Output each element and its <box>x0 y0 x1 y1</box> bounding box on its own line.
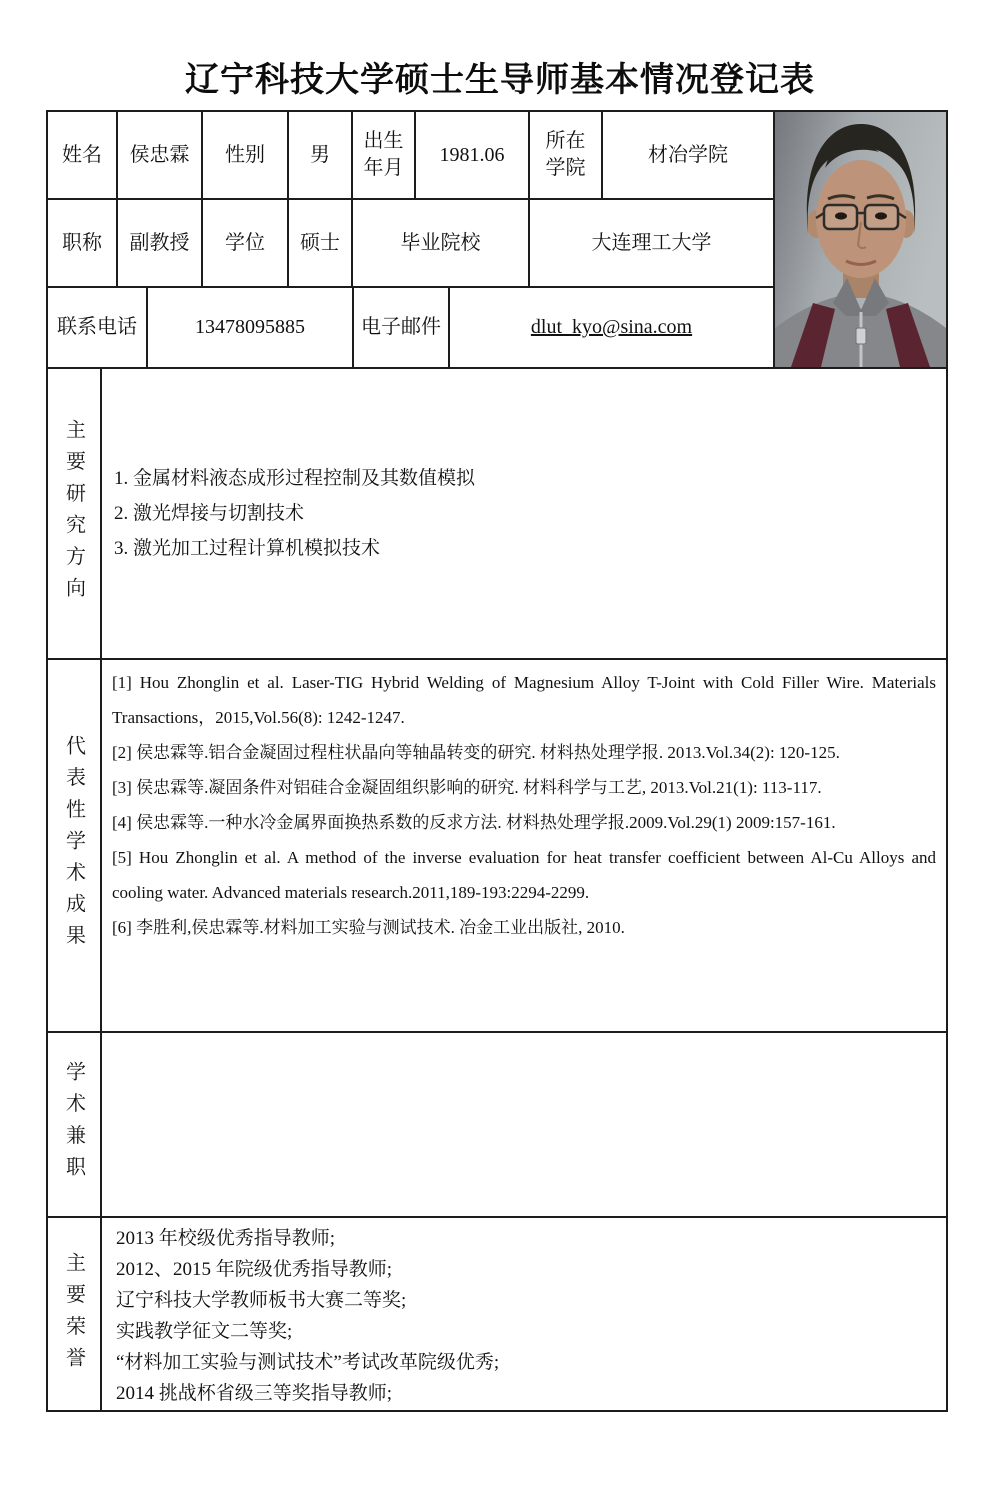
honor-item: 2014 挑战杯省级三等奖指导教师; <box>116 1383 393 1404</box>
publications-content <box>102 660 946 1031</box>
honor-item: “材料加工实验与测试技术”考试改革院级优秀; <box>116 1352 500 1373</box>
info-row-1 <box>48 112 773 200</box>
publication-item: [2] 侯忠霖等.铝合金凝固过程柱状晶向等轴晶转变的研究. 材料热处理学报. 2013.Vol.34(2): 120-125. <box>112 743 840 762</box>
section-publications <box>48 660 946 1033</box>
birth-label: 出生年月 <box>353 112 416 198</box>
honor-item: 2013 年校级优秀指导教师; <box>116 1228 336 1249</box>
parttime-content <box>102 1033 946 1216</box>
honors-section-label-text: 主要荣誉 <box>62 1251 85 1379</box>
registration-table <box>46 110 948 1412</box>
personal-info-grid <box>48 112 775 367</box>
alma-mater-value: 大连理工大学 <box>591 231 712 254</box>
publications-section-label-text: 代表性学术成果 <box>62 734 85 957</box>
honor-item: 2012、2015 年院级优秀指导教师; <box>116 1259 393 1280</box>
page-title: 辽宁科技大学硕士生导师基本情况登记表 <box>185 62 815 99</box>
job-title-label: 职称 <box>48 200 118 286</box>
email-cell <box>450 288 773 367</box>
id-photo <box>775 112 946 367</box>
research-section-label <box>48 369 102 658</box>
parttime-section-label <box>48 1033 102 1216</box>
alma-mater-label: 毕业院校 <box>353 200 530 286</box>
research-item: 3. 激光加工过程计算机模拟技术 <box>114 538 381 559</box>
publication-item: [6] 李胜利,侯忠霖等.材料加工实验与测试技术. 冶金工业出版社, 2010. <box>112 918 625 937</box>
honors-content <box>102 1218 946 1412</box>
job-title-value: 副教授 <box>118 200 203 286</box>
name-label: 姓名 <box>48 112 118 198</box>
research-item: 1. 金属材料液态成形过程控制及其数值模拟 <box>114 468 476 489</box>
research-content <box>102 369 946 658</box>
info-row-3 <box>48 288 773 367</box>
college-label: 所在学院 <box>530 112 603 198</box>
email-link[interactable]: dlut_kyo@sina.com <box>530 316 693 338</box>
research-section-label-text: 主要研究方向 <box>62 418 85 609</box>
parttime-section-label-text: 学术兼职 <box>62 1061 85 1188</box>
degree-value: 硕士 <box>289 200 353 286</box>
honor-item: 实践教学征文二等奖; <box>116 1321 293 1342</box>
publication-item: [1] Hou Zhonglin et al. Laser-TIG Hybrid Welding of Magnesium Alloy T-Joint with Cold Filler Wire. Materials Transactions，2015,Vol.56(8): 1242-1247. <box>112 673 936 727</box>
phone-value: 13478095885 <box>148 288 354 367</box>
phone-label: 联系电话 <box>48 288 148 367</box>
section-honors <box>48 1218 946 1412</box>
college-value: 材冶学院 <box>648 143 728 166</box>
honors-section-label <box>48 1218 102 1412</box>
publication-item: [5] Hou Zhonglin et al. A method of the inverse evaluation for heat transfer coefficient between Al-Cu Alloys and cooling water. Advanced materials research.2011,189-193:2294-2299. <box>112 848 936 902</box>
gender-label: 性别 <box>203 112 289 198</box>
publication-item: [3] 侯忠霖等.凝固条件对铝硅合金凝固组织影响的研究. 材料科学与工艺, 2013.Vol.21(1): 113-117. <box>112 778 822 797</box>
info-row-2 <box>48 200 773 288</box>
personal-info-block <box>48 112 946 369</box>
section-research <box>48 369 946 660</box>
email-label: 电子邮件 <box>354 288 450 367</box>
gender-value: 男 <box>289 112 353 198</box>
section-academic-parttime <box>48 1033 946 1218</box>
publication-item: [4] 侯忠霖等.一种水冷金属界面换热系数的反求方法. 材料热处理学报.2009.Vol.29(1) 2009:157-161. <box>112 813 836 832</box>
honor-item: 辽宁科技大学教师板书大赛二等奖; <box>116 1290 407 1311</box>
name-value: 侯忠霖 <box>118 112 203 198</box>
degree-label: 学位 <box>203 200 289 286</box>
research-item: 2. 激光焊接与切割技术 <box>114 503 305 524</box>
publications-section-label <box>48 660 102 1031</box>
birth-value: 1981.06 <box>416 112 530 198</box>
portrait-photo-icon <box>775 112 946 367</box>
